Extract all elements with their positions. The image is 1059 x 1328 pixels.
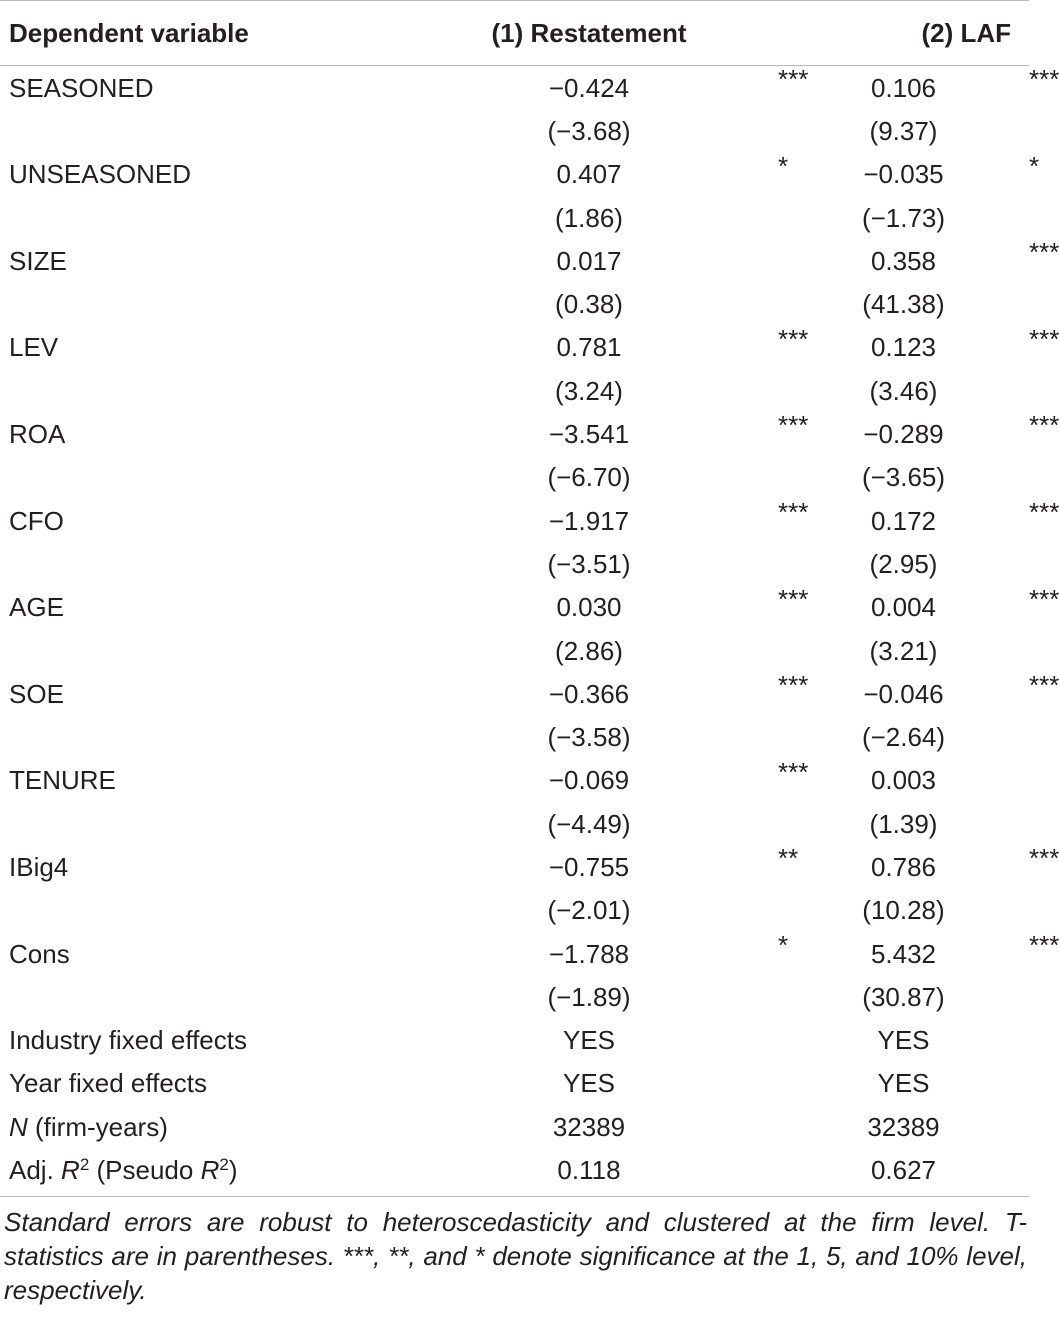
model-2-t-statistic: (−1.73) <box>861 202 946 233</box>
r-exponent: 2 <box>79 1155 90 1175</box>
model-1-coefficient <box>400 410 809 455</box>
model-2-t-statistic: (1.39) <box>869 808 938 839</box>
header-dependent-variable: Dependent variable <box>0 1 400 66</box>
significance-stars: *** <box>1029 583 1059 614</box>
t-statistic-row <box>0 889 1029 932</box>
model-2-coefficient <box>778 670 1059 715</box>
empty-cell <box>0 456 400 499</box>
model-1-t-statistic: (−6.70) <box>547 462 631 493</box>
observations-row <box>0 1105 1029 1148</box>
t-statistic-row <box>0 629 1029 672</box>
t-statistic-row <box>0 282 1029 325</box>
model-1-fixed-effects: YES <box>562 1068 616 1099</box>
coefficient-row <box>0 672 1029 715</box>
empty-cell <box>0 715 400 758</box>
coefficient-value: −0.366 <box>548 678 630 709</box>
model-2-coefficient <box>778 756 1029 802</box>
model-2-observations: 32389 <box>867 1111 940 1142</box>
t-statistic-row <box>0 715 1029 758</box>
coefficient-row <box>0 66 1029 110</box>
model-2-r-squared: 0.627 <box>778 1148 1029 1196</box>
model-2-coefficient <box>778 323 1059 369</box>
significance-stars: ** <box>778 843 799 874</box>
empty-cell <box>0 196 400 239</box>
r-squared-row <box>0 1148 1029 1196</box>
header-model-1: (1) Restatement <box>400 1 778 66</box>
coefficient-value: 0.004 <box>870 592 937 623</box>
model-1-coefficient <box>400 64 809 110</box>
r-symbol: R <box>61 1155 80 1186</box>
model-2-coefficient <box>778 64 1059 110</box>
model-2-t-statistic: (2.95) <box>869 548 938 579</box>
coefficient-value: 5.432 <box>870 938 937 969</box>
variable-name: SEASONED <box>9 72 154 103</box>
table-footnote: Standard errors are robust to heteroscedasticity and clustered at the firm level. T-statistics are in parentheses. ***, **, and * denote significance at the 1, 5, and 10% level, respectively. <box>4 1206 1027 1305</box>
fixed-effects-label: Industry fixed effects <box>9 1025 247 1056</box>
significance-stars: *** <box>778 323 809 354</box>
fixed-effects-label: Year fixed effects <box>9 1068 208 1099</box>
significance-stars: *** <box>1029 237 1059 268</box>
fixed-effects-row <box>0 1062 1029 1105</box>
coefficient-value: 0.781 <box>556 332 622 363</box>
significance-stars: *** <box>1029 323 1059 354</box>
coefficient-value: −0.046 <box>863 678 944 709</box>
fixed-effects-row <box>0 1019 1029 1062</box>
model-1-t-statistic: (1.86) <box>555 202 623 233</box>
variable-name: AGE <box>9 592 64 623</box>
significance-stars: *** <box>778 410 809 441</box>
variable-name: SOE <box>9 678 64 709</box>
empty-cell <box>0 369 400 412</box>
coefficient-row <box>0 586 1029 629</box>
model-2-fixed-effects: YES <box>877 1068 930 1099</box>
significance-stars: * <box>778 150 789 181</box>
model-2-t-statistic: (−2.64) <box>861 722 946 753</box>
significance-stars: *** <box>778 64 809 94</box>
model-1-fixed-effects: YES <box>562 1025 616 1056</box>
t-statistic-row <box>0 542 1029 585</box>
model-1-t-statistic: (−2.01) <box>547 895 631 926</box>
coefficient-value: 0.172 <box>870 505 937 536</box>
variable-name: TENURE <box>9 765 116 796</box>
observations-label-text: (firm-years) <box>27 1111 168 1142</box>
model-2-t-statistic: (3.21) <box>869 635 938 666</box>
t-statistic-row <box>0 802 1029 845</box>
model-1-t-statistic: (−3.51) <box>547 548 631 579</box>
significance-stars: * <box>1029 150 1040 181</box>
pseudo-r-symbol: R <box>200 1155 220 1186</box>
significance-stars: *** <box>1029 670 1059 701</box>
significance-stars: *** <box>1029 843 1059 874</box>
model-2-coefficient <box>778 150 1040 196</box>
coefficient-value: 0.003 <box>870 765 937 796</box>
model-1-t-statistic: (−1.89) <box>547 981 631 1012</box>
model-2-coefficient <box>778 583 1059 629</box>
variable-name: SIZE <box>9 245 67 276</box>
empty-cell <box>0 889 400 932</box>
empty-cell <box>0 282 400 325</box>
t-statistic-row <box>0 196 1029 239</box>
model-1-coefficient <box>400 843 799 888</box>
coefficient-row <box>0 153 1029 196</box>
closing-paren: ) <box>228 1155 238 1186</box>
model-1-t-statistic: (2.86) <box>555 635 623 666</box>
coefficient-row <box>0 499 1029 542</box>
model-1-coefficient <box>400 929 789 975</box>
variable-name: LEV <box>9 332 59 363</box>
coefficient-value: −1.917 <box>548 505 630 536</box>
model-1-r-squared: 0.118 <box>400 1148 778 1196</box>
significance-stars: *** <box>1029 64 1059 94</box>
observations-label <box>0 1105 400 1148</box>
coefficient-value: 0.786 <box>870 851 937 882</box>
coefficient-value: −0.289 <box>863 419 944 450</box>
r-squared-label <box>0 1148 400 1196</box>
coefficient-value: −3.541 <box>548 419 630 450</box>
empty-cell <box>0 542 400 585</box>
t-statistic-row <box>0 369 1029 412</box>
model-1-coefficient <box>400 323 809 369</box>
coefficient-value: 0.407 <box>556 159 622 190</box>
model-2-t-statistic: (41.38) <box>862 289 945 320</box>
t-statistic-row <box>0 456 1029 499</box>
model-1-t-statistic: (0.38) <box>555 289 623 320</box>
coefficient-value: −0.424 <box>548 72 630 103</box>
variable-name: CFO <box>9 505 64 536</box>
coefficient-row <box>0 845 1029 888</box>
table-header-row <box>0 1 1029 66</box>
empty-cell <box>0 802 400 845</box>
coefficient-row <box>0 759 1029 802</box>
model-1-coefficient <box>400 583 809 629</box>
model-1-t-statistic: (−4.49) <box>547 808 631 839</box>
significance-stars: *** <box>1029 496 1059 527</box>
model-2-t-statistic: (30.87) <box>862 981 945 1012</box>
variable-name: UNSEASONED <box>9 159 192 190</box>
model-2-t-statistic: (3.46) <box>869 375 938 406</box>
significance-stars: *** <box>778 496 809 527</box>
coefficient-value: 0.358 <box>870 245 937 276</box>
coefficient-value: 0.123 <box>870 332 937 363</box>
significance-stars: *** <box>778 583 809 614</box>
coefficient-row <box>0 239 1029 282</box>
model-1-coefficient <box>400 239 778 282</box>
pseudo-r-exponent: 2 <box>219 1155 229 1175</box>
model-2-coefficient <box>778 843 1059 888</box>
model-1-observations: 32389 <box>552 1111 626 1142</box>
table-body <box>0 64 1059 1197</box>
coefficient-row <box>0 412 1029 455</box>
coefficient-value: −0.069 <box>548 765 630 796</box>
r-squared-prefix: Adj. <box>9 1155 62 1186</box>
t-statistic-row <box>0 975 1029 1018</box>
model-1-coefficient <box>400 150 789 196</box>
coefficient-value: 0.017 <box>556 245 622 276</box>
model-1-coefficient <box>400 670 809 715</box>
variable-name: IBig4 <box>9 851 69 882</box>
coefficient-value: −0.755 <box>548 851 630 882</box>
coefficient-value: −1.788 <box>548 938 630 969</box>
significance-stars: * <box>778 929 789 960</box>
model-2-t-statistic: (9.37) <box>869 115 938 146</box>
empty-cell <box>0 975 400 1018</box>
header-model-2: (2) LAF <box>778 1 1029 66</box>
significance-stars: *** <box>778 756 809 787</box>
model-2-coefficient <box>778 237 1059 282</box>
model-1-t-statistic: (−3.58) <box>547 722 631 753</box>
significance-stars: *** <box>1029 410 1059 441</box>
coefficient-row <box>0 326 1029 369</box>
significance-stars: *** <box>1029 929 1059 960</box>
significance-stars: *** <box>778 670 809 701</box>
coefficient-value: 0.030 <box>556 592 622 623</box>
model-2-coefficient <box>778 496 1059 542</box>
model-2-t-statistic: (10.28) <box>862 895 945 926</box>
t-statistic-row <box>0 109 1029 152</box>
observations-symbol: N <box>9 1111 28 1142</box>
empty-cell <box>0 629 400 672</box>
empty-cell <box>0 109 400 152</box>
model-2-fixed-effects: YES <box>877 1025 930 1056</box>
model-2-coefficient <box>778 929 1059 975</box>
model-1-coefficient <box>400 756 809 802</box>
coefficient-value: 0.106 <box>870 72 937 103</box>
variable-name: Cons <box>9 938 70 969</box>
model-1-t-statistic: (3.24) <box>555 375 623 406</box>
pseudo-text: (Pseudo <box>89 1155 201 1186</box>
model-2-t-statistic: (−3.65) <box>861 462 946 493</box>
coefficient-value: −0.035 <box>863 159 944 190</box>
variable-name: ROA <box>9 419 66 450</box>
coefficient-row <box>0 932 1029 975</box>
model-2-coefficient <box>778 410 1059 455</box>
model-1-t-statistic: (−3.68) <box>547 115 631 146</box>
model-1-coefficient <box>400 496 809 542</box>
